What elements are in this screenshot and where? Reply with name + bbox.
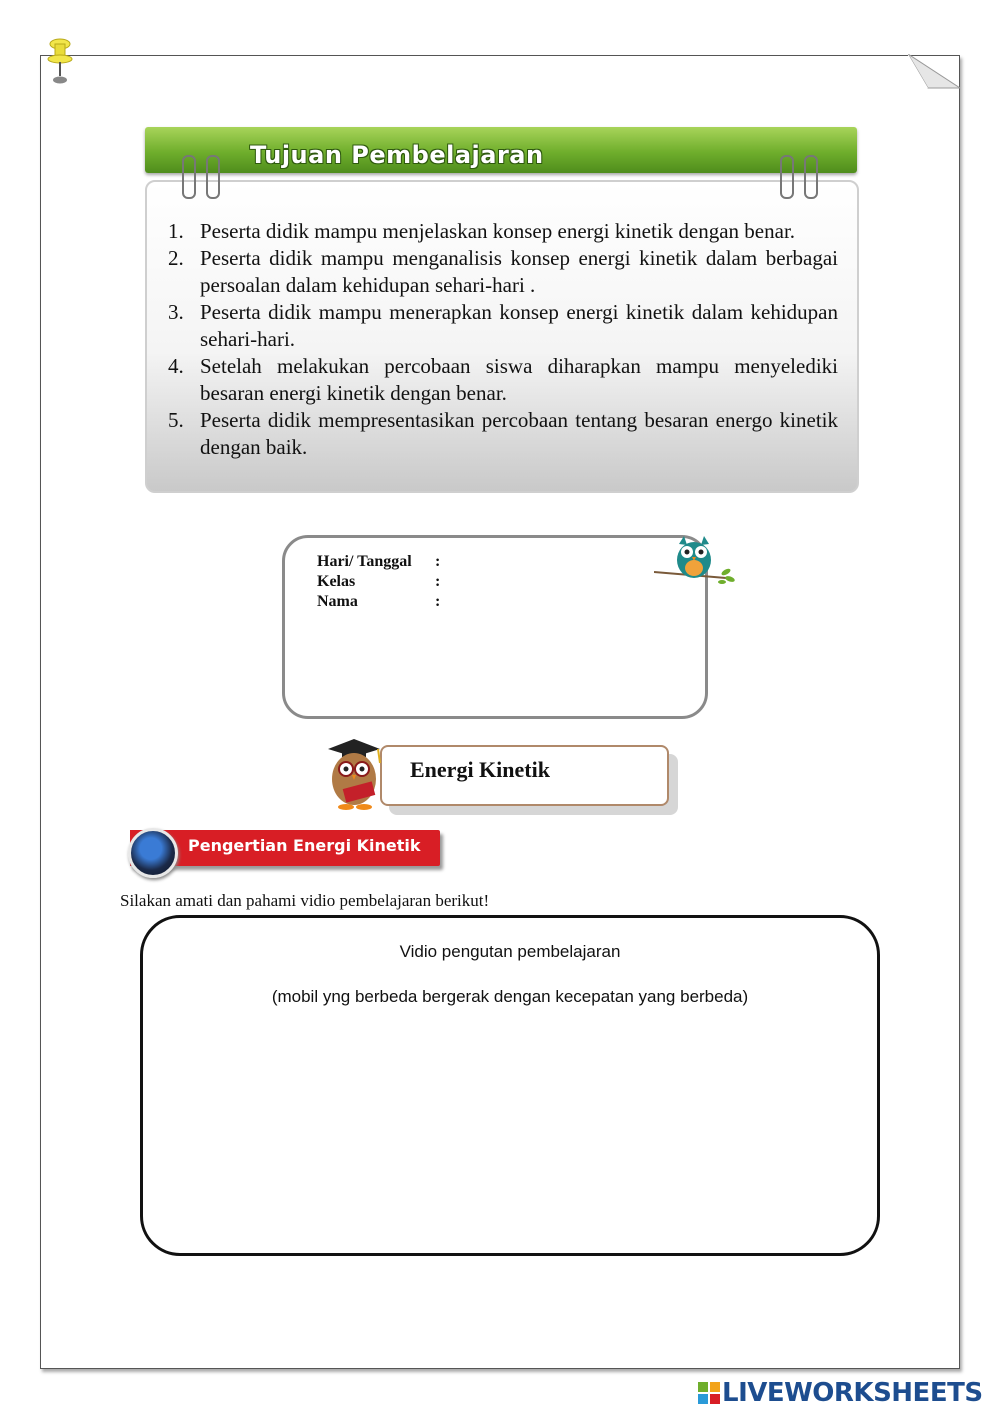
instruction-text: Silakan amati dan pahami vidio pembelajaran berikut! [120, 891, 490, 910]
pushpin-icon [46, 38, 74, 86]
video-caption-title: Vidio pengutan pembelajaran [399, 942, 621, 961]
list-text: Peserta didik mempresentasikan percobaan tentang besaran energo kinetik dengan baik. [200, 408, 838, 459]
hari-label: Hari/ Tanggal [317, 553, 412, 570]
binder-ring-icon [804, 155, 818, 199]
liveworksheets-brand[interactable]: LIVEWORKSHEETS [722, 1378, 983, 1408]
list-item [168, 218, 838, 245]
page-curl-icon [908, 54, 960, 90]
list-number: 3. [168, 300, 184, 324]
list-text: Setelah melakukan percobaan siswa diharapkan mampu menyelediki besaran energi kinetik dengan benar. [200, 354, 838, 405]
globe-icon [128, 828, 178, 878]
list-text: Peserta didik mampu menjelaskan konsep energi kinetik dengan benar. [200, 219, 796, 243]
list-item [168, 407, 838, 461]
list-item [168, 299, 838, 353]
list-number: 2. [168, 246, 184, 270]
section-title: Energi Kinetik [410, 757, 550, 782]
nama-label: Nama [317, 593, 358, 610]
kelas-label: Kelas [317, 573, 356, 590]
binder-ring-icon [182, 155, 196, 199]
nama-colon: : [435, 593, 441, 610]
kelas-colon: : [435, 573, 441, 590]
binder-ring-icon [780, 155, 794, 199]
list-item [168, 245, 838, 299]
list-text: Peserta didik mampu menerapkan konsep energi kinetik dalam kehidupan sehari-hari. [200, 300, 838, 351]
hari-colon: : [435, 553, 441, 570]
list-number: 1. [168, 219, 184, 243]
binder-ring-icon [206, 155, 220, 199]
liveworksheets-logo-icon [698, 1382, 720, 1404]
objectives-list [168, 218, 838, 461]
video-area[interactable] [140, 915, 880, 1256]
subsection-banner-label: Pengertian Energi Kinetik [188, 836, 421, 855]
list-number: 5. [168, 408, 184, 432]
list-text: Peserta didik mampu menganalisis konsep energi kinetik dalam berbagai persoalan dalam kehidupan sehari-hari . [200, 246, 838, 297]
video-caption-desc: (mobil yng berbeda bergerak dengan kecepatan yang berbeda) [271, 987, 749, 1006]
tujuan-title: Tujuan Pembelajaran [250, 141, 544, 169]
list-item [168, 353, 838, 407]
graduate-owl-icon [318, 735, 400, 813]
owl-on-branch-icon [654, 532, 738, 592]
list-number: 4. [168, 354, 184, 378]
